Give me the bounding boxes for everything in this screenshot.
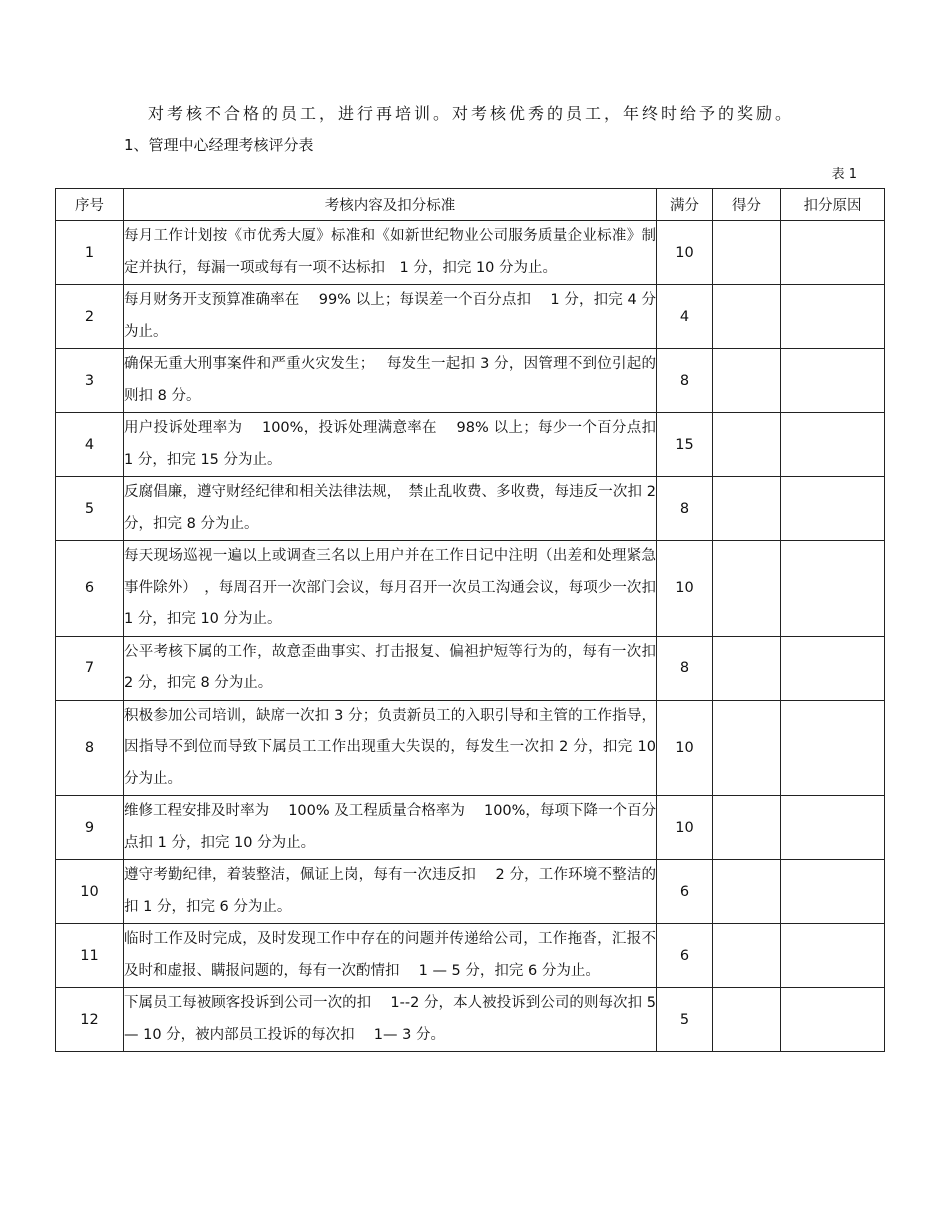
row-content: 积极参加公司培训，缺席一次扣 3 分；负责新员工的入职引导和主管的工作指导，因指导不到位而导致下属员工工作出现重大失误的，每发生一次扣 2 分，扣完 10 分为止。 bbox=[124, 700, 657, 796]
header-content: 考核内容及扣分标准 bbox=[124, 189, 657, 221]
row-number: 7 bbox=[56, 636, 124, 700]
row-reason bbox=[781, 413, 885, 477]
row-content: 维修工程安排及时率为 100% 及工程质量合格率为 100%，每项下降一个百分点扣 1 分，扣完 10 分为止。 bbox=[124, 796, 657, 860]
table-row bbox=[56, 413, 885, 477]
row-full-score: 4 bbox=[657, 285, 713, 349]
row-number: 8 bbox=[56, 700, 124, 796]
row-content: 临时工作及时完成，及时发现工作中存在的问题并传递给公司，工作拖沓，汇报不及时和虚报、瞒报问题的，每有一次酌情扣 1 — 5 分，扣完 6 分为止。 bbox=[124, 924, 657, 988]
row-score bbox=[713, 860, 781, 924]
row-score bbox=[713, 221, 781, 285]
row-full-score: 10 bbox=[657, 796, 713, 860]
row-reason bbox=[781, 924, 885, 988]
row-score bbox=[713, 988, 781, 1052]
row-score bbox=[713, 924, 781, 988]
row-number: 3 bbox=[56, 349, 124, 413]
header-full-score: 满分 bbox=[657, 189, 713, 221]
row-reason bbox=[781, 221, 885, 285]
row-content: 确保无重大刑事案件和严重火灾发生； 每发生一起扣 3 分，因管理不到位引起的则扣 8 分。 bbox=[124, 349, 657, 413]
row-reason bbox=[781, 636, 885, 700]
row-content: 每月财务开支预算准确率在 99% 以上；每误差一个百分点扣 1 分，扣完 4 分为止。 bbox=[124, 285, 657, 349]
row-score bbox=[713, 413, 781, 477]
row-content: 公平考核下属的工作，故意歪曲事实、打击报复、偏袒护短等行为的，每有一次扣 2 分，扣完 8 分为止。 bbox=[124, 636, 657, 700]
row-number: 11 bbox=[56, 924, 124, 988]
table-row bbox=[56, 285, 885, 349]
table-row bbox=[56, 541, 885, 637]
row-score bbox=[713, 541, 781, 637]
row-score bbox=[713, 349, 781, 413]
intro-paragraph: 对考核不合格的员工，进行再培训。对考核优秀的员工，年终时给予的奖励。 bbox=[148, 104, 795, 123]
table-row bbox=[56, 636, 885, 700]
table-row bbox=[56, 349, 885, 413]
row-full-score: 8 bbox=[657, 349, 713, 413]
row-number: 5 bbox=[56, 477, 124, 541]
row-content: 用户投诉处理率为 100%，投诉处理满意率在 98% 以上；每少一个百分点扣 1 分，扣完 15 分为止。 bbox=[124, 413, 657, 477]
row-reason bbox=[781, 477, 885, 541]
evaluation-table bbox=[55, 188, 885, 1052]
header-number: 序号 bbox=[56, 189, 124, 221]
row-full-score: 10 bbox=[657, 541, 713, 637]
row-number: 6 bbox=[56, 541, 124, 637]
row-full-score: 5 bbox=[657, 988, 713, 1052]
row-content: 遵守考勤纪律，着装整洁，佩证上岗，每有一次违反扣 2 分，工作环境不整洁的扣 1 分，扣完 6 分为止。 bbox=[124, 860, 657, 924]
row-content: 每天现场巡视一遍以上或调查三名以上用户并在工作日记中注明（出差和处理紧急事件除外） ，每周召开一次部门会议，每月召开一次员工沟通会议，每项少一次扣 1 分，扣完 10 分为止。 bbox=[124, 541, 657, 637]
header-score: 得分 bbox=[713, 189, 781, 221]
row-score bbox=[713, 477, 781, 541]
row-number: 4 bbox=[56, 413, 124, 477]
row-score bbox=[713, 285, 781, 349]
table-row bbox=[56, 988, 885, 1052]
row-full-score: 8 bbox=[657, 477, 713, 541]
table-row bbox=[56, 477, 885, 541]
row-full-score: 10 bbox=[657, 700, 713, 796]
table-label: 表 1 bbox=[831, 167, 857, 182]
table-header-row bbox=[56, 189, 885, 221]
row-full-score: 6 bbox=[657, 924, 713, 988]
table-row bbox=[56, 796, 885, 860]
row-score bbox=[713, 636, 781, 700]
row-full-score: 15 bbox=[657, 413, 713, 477]
row-reason bbox=[781, 541, 885, 637]
row-reason bbox=[781, 988, 885, 1052]
row-number: 10 bbox=[56, 860, 124, 924]
row-full-score: 8 bbox=[657, 636, 713, 700]
table-row bbox=[56, 924, 885, 988]
row-content: 每月工作计划按《市优秀大厦》标准和《如新世纪物业公司服务质量企业标准》制定并执行，每漏一项或每有一项不达标扣 1 分，扣完 10 分为止。 bbox=[124, 221, 657, 285]
row-reason bbox=[781, 285, 885, 349]
section-title: 1、管理中心经理考核评分表 bbox=[124, 136, 314, 154]
row-score bbox=[713, 700, 781, 796]
table-row bbox=[56, 700, 885, 796]
row-reason bbox=[781, 860, 885, 924]
row-full-score: 6 bbox=[657, 860, 713, 924]
row-reason bbox=[781, 700, 885, 796]
row-content: 反腐倡廉，遵守财经纪律和相关法律法规， 禁止乱收费、多收费，每违反一次扣 2 分，扣完 8 分为止。 bbox=[124, 477, 657, 541]
header-deduction-reason: 扣分原因 bbox=[781, 189, 885, 221]
row-reason bbox=[781, 796, 885, 860]
row-full-score: 10 bbox=[657, 221, 713, 285]
row-number: 12 bbox=[56, 988, 124, 1052]
row-score bbox=[713, 796, 781, 860]
row-number: 2 bbox=[56, 285, 124, 349]
row-reason bbox=[781, 349, 885, 413]
row-number: 9 bbox=[56, 796, 124, 860]
table-row bbox=[56, 860, 885, 924]
row-content: 下属员工每被顾客投诉到公司一次的扣 1--2 分，本人被投诉到公司的则每次扣 5— 10 分，被内部员工投诉的每次扣 1— 3 分。 bbox=[124, 988, 657, 1052]
row-number: 1 bbox=[56, 221, 124, 285]
table-row bbox=[56, 221, 885, 285]
